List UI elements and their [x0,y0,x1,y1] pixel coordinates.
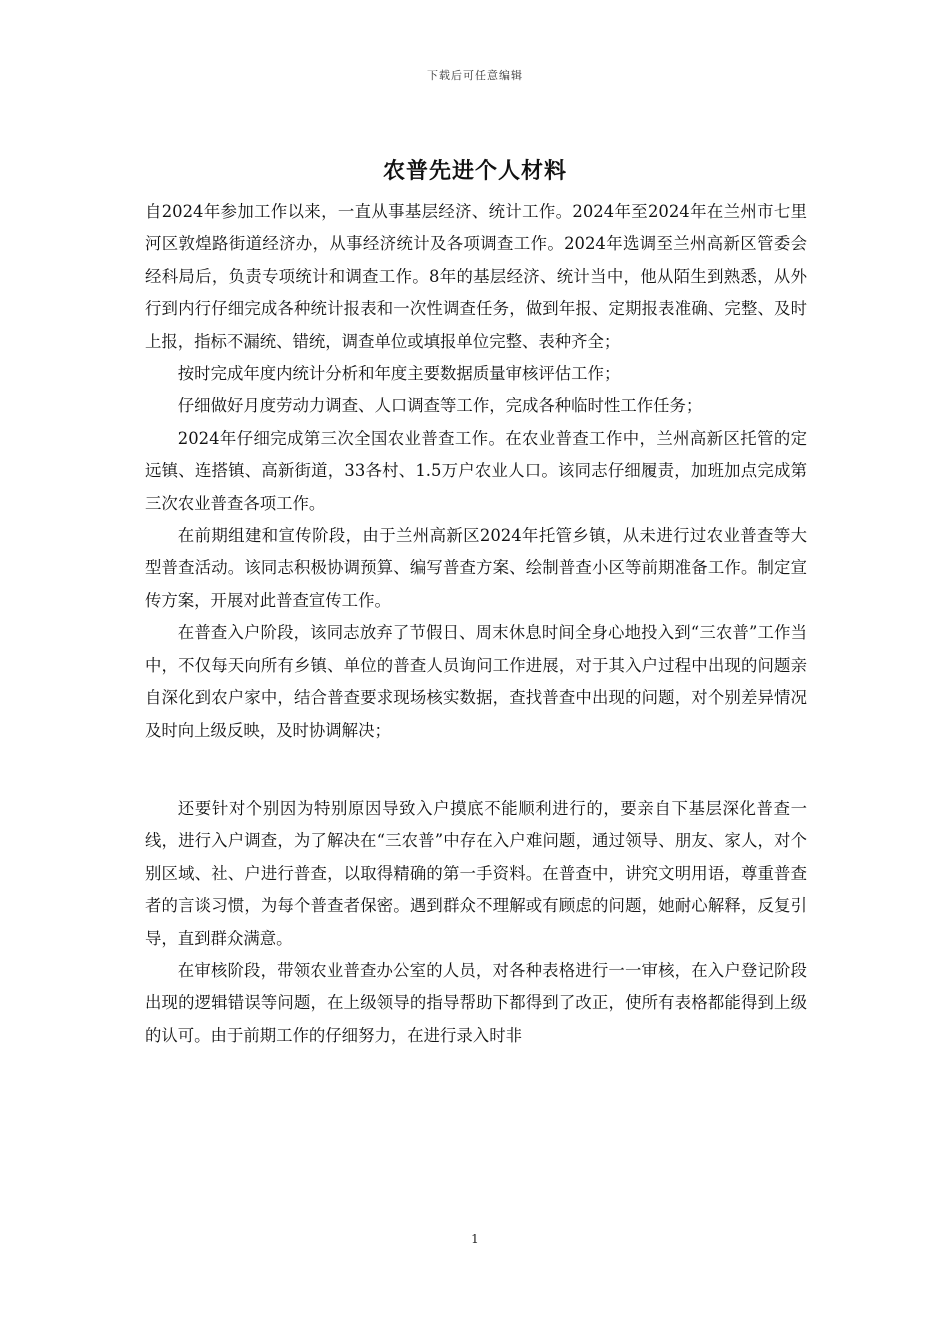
paragraph-review-phase: 在审核阶段，带领农业普查办公室的人员，对各种表格进行一一审核，在入户登记阶段出现的逻辑错误等问题，在上级领导的指导帮助下都得到了改正，使所有表格都能得到上级的认可。由于前期工作的仔细努力，在进行录入时非 [145,960,807,1045]
page-number: 1 [471,1232,479,1246]
header-note: 下载后可任意编辑 [427,69,523,82]
document-body [145,196,807,1052]
paragraph-intro: 自2024年参加工作以来，一直从事基层经济、统计工作。2024年至2024年在兰州市七里河区敦煌路街道经济办，从事经济统计及各项调查工作。2024年选调至兰州高新区管委会经科局后，负责专项统计和调查工作。8年的基层经济、统计当中，他从陌生到熟悉，从外行到内行仔细完成各种统计报表和一次性调查任务，做到年报、定期报表准确、完整、及时上报，指标不漏统、错统，调查单位或填报单位完整、表种齐全； [145,202,807,351]
paragraph-agricultural-census: 2024年仔细完成第三次全国农业普查工作。在农业普查工作中，兰州高新区托管的定远镇、连搭镇、高新街道，33各村、1.5万户农业人口。该同志仔细履责，加班加点完成第三次农业普查各项工作。 [145,428,807,513]
paragraph-monthly-survey: 仔细做好月度劳动力调查、人口调查等工作，完成各种临时性工作任务； [177,396,703,416]
document-title: 农普先进个人材料 [382,158,567,184]
paragraph-annual-analysis: 按时完成年度内统计分析和年度主要数据质量审核评估工作； [177,364,621,384]
paragraph-gap [145,747,807,793]
paragraph-preparation-phase: 在前期组建和宣传阶段，由于兰州高新区2024年托管乡镇，从未进行过农业普查等大型普查活动。该同志积极协调预算、编写普查方案、绘制普查小区等前期准备工作。制定宣传方案，开展对此普查宣传工作。 [145,526,807,610]
paragraph-household-phase: 在普查入户阶段，该同志放弃了节假日、周末休息时间全身心地投入到“三农普”工作当中，不仅每天向所有乡镇、单位的普查人员询问工作进展，对于其入户过程中出现的问题亲自深化到农户家中，结合普查要求现场核实数据，查找普查中出现的问题，对个别差异情况及时向上级反映，及时协调解决； [145,623,807,740]
paragraph-field-survey: 还要针对个别因为特别原因导致入户摸底不能顺利进行的，要亲自下基层深化普查一线，进行入户调查，为了解决在“三农普”中存在入户难问题，通过领导、朋友、家人，对个别区域、社、户进行普查，以取得精确的第一手资料。在普查中，讲究文明用语，尊重普查者的言谈习惯，为每个普查者保密。遇到群众不理解或有顾虑的问题，她耐心解释，反复引导，直到群众满意。 [145,798,807,948]
